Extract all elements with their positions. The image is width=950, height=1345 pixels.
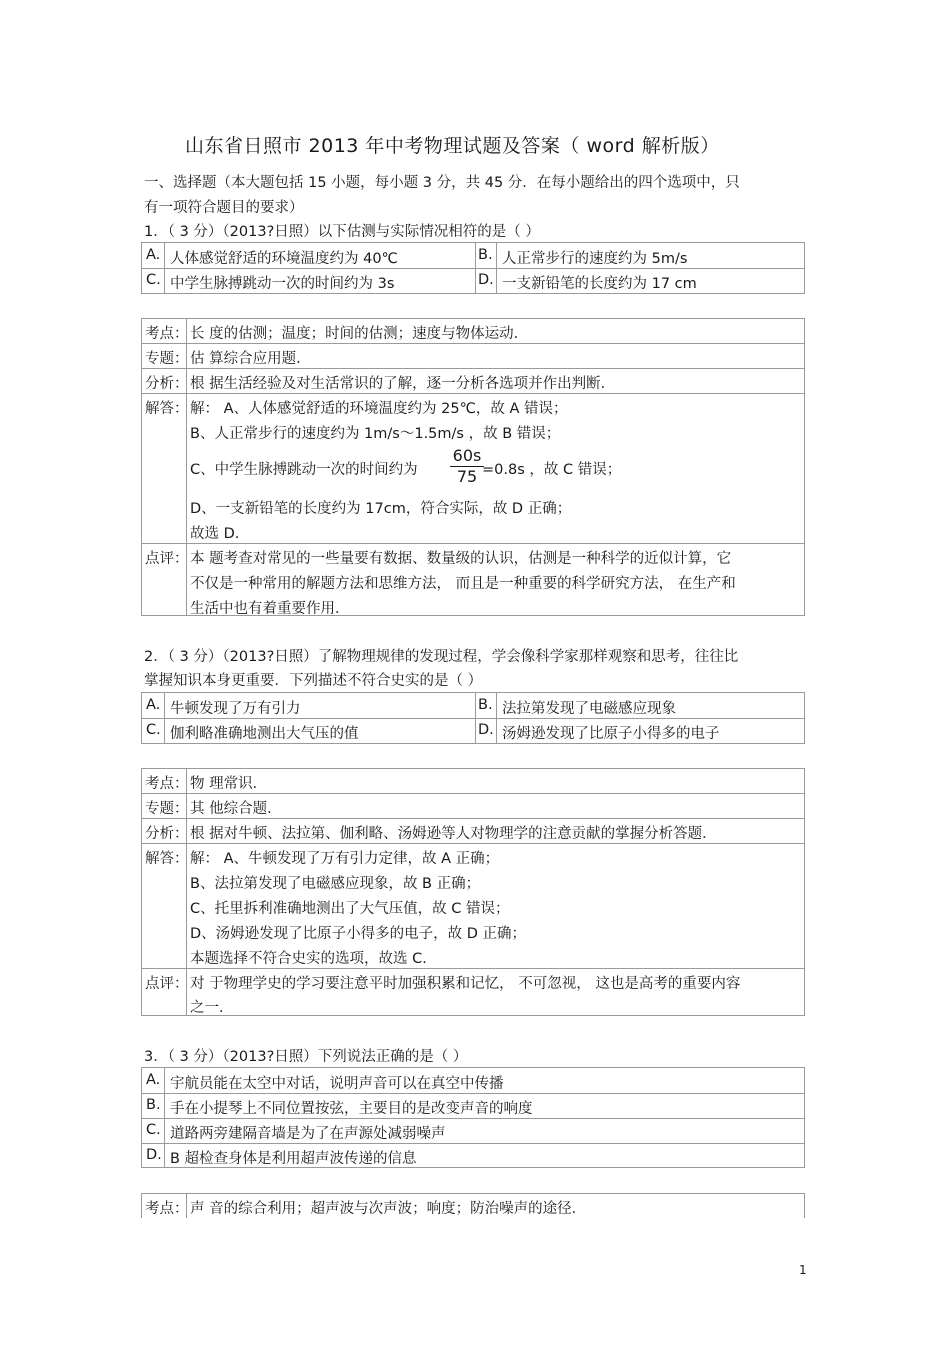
- jieda-label: 解答：: [145, 851, 189, 867]
- page-title: 山东省日照市 2013 年中考物理试题及答案（ word 解析版）: [185, 135, 720, 157]
- question-1-options: [141, 242, 805, 294]
- fenxi-text: 根 据生活经验及对生活常识的了解，逐一分析各选项并作出判断．: [190, 376, 616, 392]
- dianping-label: 点评：: [145, 976, 189, 992]
- jieda-line: =0.8s ，故 C 错误；: [482, 462, 622, 478]
- jieda-line: 解： A、人体感觉舒适的环境温度约为 25℃，故 A 错误；: [190, 401, 568, 417]
- option-letter: D.: [478, 722, 494, 738]
- jieda-line: 本题选择不符合史实的选项，故选 C.: [190, 951, 427, 967]
- question-1-analysis: [141, 318, 805, 616]
- kaodian-text: 物 理常识．: [190, 776, 268, 792]
- question-2-options: [141, 692, 805, 744]
- kaodian-label: 考点：: [145, 326, 189, 342]
- question-1-stem: 1．（ 3 分）（2013?日照）以下估测与实际情况相符的是（ ）: [144, 224, 540, 240]
- option-letter: B.: [478, 247, 493, 263]
- option-letter: D.: [146, 1147, 162, 1163]
- dianping-line: 不仅是一种常用的解题方法和思维方法， 而且是一种重要的科学研究方法， 在生产和: [190, 576, 736, 592]
- option-text: 中学生脉搏跳动一次的时间约为 3s: [170, 276, 395, 292]
- fraction-denominator: 75: [456, 467, 478, 486]
- question-3-analysis: [141, 1193, 805, 1218]
- option-letter: A.: [146, 697, 161, 713]
- option-text: 人正常步行的速度约为 5m/s: [502, 251, 688, 267]
- option-text: 牛顿发现了万有引力: [170, 701, 301, 717]
- option-text: 道路两旁建隔音墙是为了在声源处减弱噪声: [170, 1126, 446, 1142]
- jieda-line: B、人正常步行的速度约为 1m/s～1.5m/s ，故 B 错误；: [190, 426, 561, 442]
- option-text: B 超检查身体是利用超声波传递的信息: [170, 1151, 417, 1167]
- question-3-options: [141, 1067, 805, 1168]
- question-3-stem: 3．（ 3 分）（2013?日照）下列说法正确的是（ ）: [144, 1049, 468, 1065]
- option-text: 汤姆逊发现了比原子小得多的电子: [502, 726, 720, 742]
- option-letter: B.: [478, 697, 493, 713]
- kaodian-text: 声 音的综合利用；超声波与次声波；响度；防治噪声的途径．: [190, 1201, 587, 1217]
- option-letter: A.: [146, 1072, 161, 1088]
- jieda-line: 解： A、牛顿发现了万有引力定律，故 A 正确；: [190, 851, 500, 867]
- option-text: 伽利略准确地测出大气压的值: [170, 726, 359, 742]
- zhuanti-label: 专题：: [145, 351, 189, 367]
- question-2-stem-cont: 掌握知识本身更重要．下列描述不符合史实的是（ ）: [144, 673, 483, 689]
- option-text: 手在小提琴上不同位置按弦，主要目的是改变声音的响度: [170, 1101, 533, 1117]
- option-letter: A.: [146, 247, 161, 263]
- dianping-line: 生活中也有着重要作用．: [190, 601, 350, 617]
- zhuanti-text: 其 他综合题．: [190, 801, 282, 817]
- jieda-line: C、中学生脉搏跳动一次的时间约为: [190, 462, 418, 478]
- option-text: 人体感觉舒适的环境温度约为 40℃: [170, 251, 398, 267]
- dianping-line: 之一．: [190, 1000, 234, 1016]
- kaodian-label: 考点：: [145, 1201, 189, 1217]
- jieda-line: C、托里拆利准确地测出了大气压值，故 C 错误；: [190, 901, 510, 917]
- option-letter: C.: [146, 722, 161, 738]
- fraction-numerator: 60s: [452, 446, 482, 465]
- zhuanti-label: 专题：: [145, 801, 189, 817]
- option-text: 法拉第发现了电磁感应现象: [502, 701, 676, 717]
- option-text: 一支新铅笔的长度约为 17 cm: [502, 276, 697, 292]
- dianping-label: 点评：: [145, 551, 189, 567]
- kaodian-text: 长 度的估测；温度；时间的估测；速度与物体运动．: [190, 326, 529, 342]
- dianping-line: 本 题考查对常见的一些量要有数据、数量级的认识，估测是一种科学的近似计算，它: [190, 551, 732, 567]
- jieda-line: D、汤姆逊发现了比原子小得多的电子，故 D 正确；: [190, 926, 527, 942]
- option-letter: B.: [146, 1097, 161, 1113]
- jieda-line: D、一支新铅笔的长度约为 17cm，符合实际，故 D 正确；: [190, 501, 572, 517]
- fenxi-label: 分析：: [145, 826, 189, 842]
- option-text: 宇航员能在太空中对话，说明声音可以在真空中传播: [170, 1076, 504, 1092]
- question-2-analysis: [141, 768, 805, 1016]
- option-letter: C.: [146, 1122, 161, 1138]
- option-letter: D.: [478, 272, 494, 288]
- dianping-line: 对 于物理学史的学习要注意平时加强积累和记忆， 不可忽视， 这也是高考的重要内容: [190, 976, 741, 992]
- question-2-stem: 2．（ 3 分）（2013?日照）了解物理规律的发现过程，学会像科学家那样观察和思考，往往比: [144, 649, 739, 665]
- zhuanti-text: 估 算综合应用题．: [190, 351, 311, 367]
- jieda-line: 故选 D.: [190, 526, 240, 542]
- page-number: 1: [799, 1263, 807, 1277]
- fraction: [447, 447, 487, 486]
- fenxi-text: 根 据对牛顿、法拉第、伽利略、汤姆逊等人对物理学的注意贡献的掌握分析答题．: [190, 826, 717, 842]
- section-header-line2: 有一项符合题目的要求）: [144, 200, 304, 216]
- option-letter: C.: [146, 272, 161, 288]
- section-header-line1: 一、选择题（本大题包括 15 小题，每小题 3 分，共 45 分．在每小题给出的四个选项中，只: [144, 175, 740, 191]
- jieda-line: B、法拉第发现了电磁感应现象，故 B 正确；: [190, 876, 481, 892]
- fenxi-label: 分析：: [145, 376, 189, 392]
- jieda-label: 解答：: [145, 401, 189, 417]
- kaodian-label: 考点：: [145, 776, 189, 792]
